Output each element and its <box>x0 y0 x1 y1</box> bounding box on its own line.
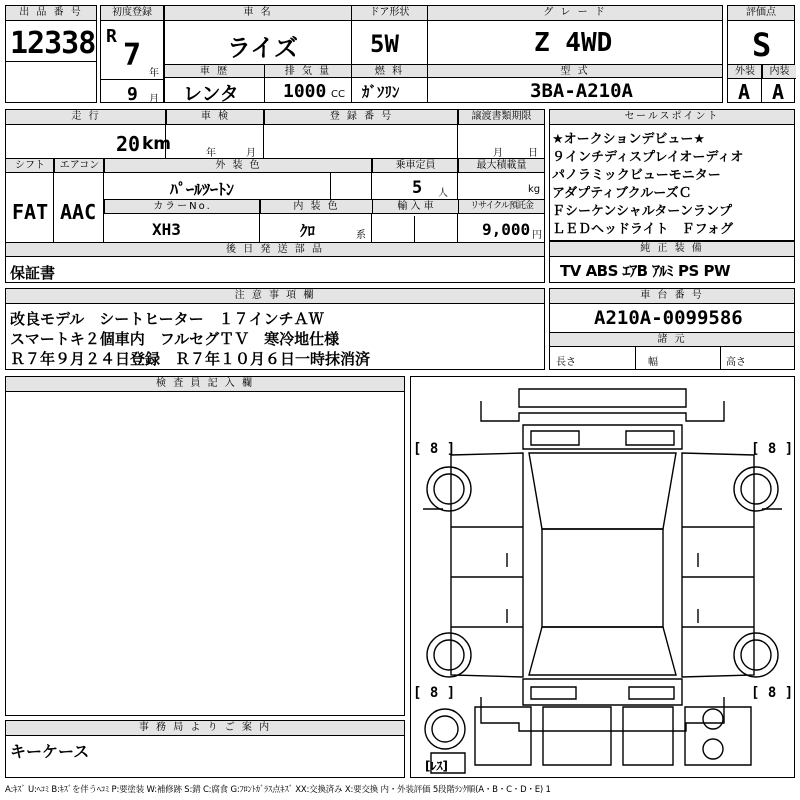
dimensions-label: 諸 元 <box>550 333 794 347</box>
note-line: スマートキ２個車内 フルセグＴＶ 寒冷地仕様 <box>10 330 340 348</box>
aircon: AAC <box>60 200 97 224</box>
vehicle-details-block <box>5 109 545 283</box>
note-line: Ｒ７年９月２４日登録 Ｒ７年１０月６日一時抹消済 <box>10 350 371 368</box>
sales-point-line: パノラミックビューモニター <box>552 168 721 183</box>
shift-label: シフト <box>6 159 54 173</box>
grade: Z 4WD <box>534 28 613 58</box>
note-line: 改良モデル シートヒーター １７インチＡＷ <box>10 310 324 328</box>
car-outline-diagram <box>411 377 794 777</box>
score-label: 評価点 <box>728 6 794 21</box>
interior-color-unit: 系 <box>356 230 366 241</box>
year-unit: 年 <box>149 68 159 79</box>
car-name-cell <box>164 5 352 65</box>
month-unit: 月 <box>149 94 159 105</box>
interior-color-label: 内 装 色 <box>260 200 372 214</box>
first-registration-cell <box>100 5 164 103</box>
transfer-day-unit: 日 <box>528 148 538 159</box>
era: R <box>106 26 117 47</box>
fuel-cell <box>351 64 428 103</box>
interior-color: ｸﾛ <box>300 222 316 240</box>
score-cell <box>727 5 795 103</box>
load-label: 最大積載量 <box>458 159 544 173</box>
history-cell <box>164 64 265 103</box>
transfer-month-unit: 月 <box>493 148 503 159</box>
chassis-number: A210A-0099586 <box>594 307 743 329</box>
transfer-deadline-label: 譲渡書類期限 <box>458 110 544 125</box>
first-registration-label: 初度登録 <box>101 6 163 21</box>
notes-label: 注 意 事 項 欄 <box>6 289 544 304</box>
import-label: 輸 入 車 <box>372 200 458 214</box>
inspection-month-unit: 月 <box>246 148 256 159</box>
later-parts: 保証書 <box>10 264 56 282</box>
seats-label: 乗車定員 <box>372 159 458 173</box>
registration-number-label: 登 録 番 号 <box>264 110 458 125</box>
history: レンタ <box>183 83 239 105</box>
tire-rear-right: [ 8 ] <box>751 685 794 701</box>
model-code: 3BA-A210A <box>530 80 633 102</box>
inspection-label: 車 検 <box>166 110 264 125</box>
equipment-block <box>549 241 795 283</box>
chassis-label: 車 台 番 号 <box>550 289 794 304</box>
recycle-unit: 円 <box>532 230 542 241</box>
exterior-color: ﾊﾟｰﾙﾂｰﾄﾝ <box>170 180 235 199</box>
lot-number-cell <box>5 5 97 103</box>
sales-points-label: セールスポイント <box>550 110 794 125</box>
car-name: ライズ <box>227 34 299 62</box>
mileage-label: 走 行 <box>6 110 166 125</box>
first-reg-year: 7 <box>123 38 142 73</box>
inspection-year-unit: 年 <box>206 148 216 159</box>
door-cell <box>351 5 428 65</box>
lot-number: 12338 <box>10 26 96 61</box>
sales-points-block <box>549 109 795 241</box>
recycle-label: リサイクル預託金 <box>458 200 544 214</box>
legend-footer: A:ｷｽﾞ U:ﾍｺﾐ B:ｷｽﾞを伴うﾍｺﾐ P:要塗装 W:補修跡 S:錆 C:腐食 G:ﾌﾛﾝﾄｶﾞﾗｽ点ｷｽﾞ XX:交換済み X:要交換 内・外装評価 5段階ﾗﾝｸ順(A・B・C・D・E) 1 <box>5 785 551 795</box>
grade-cell <box>427 5 723 65</box>
exterior-label: 外装 <box>728 65 762 79</box>
sales-point-line: ＬＥＤヘッドライト Ｆフォグ <box>552 222 733 237</box>
sales-point-line: Ｆシーケンシャルターンランプ <box>552 204 732 219</box>
office-block <box>5 720 405 778</box>
history-label: 車 歴 <box>165 65 264 78</box>
model-label: 型 式 <box>428 65 722 78</box>
score: S <box>752 26 772 64</box>
office-note: キーケース <box>10 742 90 761</box>
sales-point-line: アダプティブクルーズＣ <box>552 186 692 201</box>
car-name-label: 車 名 <box>165 6 351 21</box>
color-number: XH3 <box>152 220 181 239</box>
sales-point-line: ★オークションデビュー★ <box>552 132 706 147</box>
shift: FAT <box>12 200 49 224</box>
equipment-label: 純 正 装 備 <box>550 242 794 257</box>
chassis-block <box>549 288 795 370</box>
equipment: TV ABS ｴｱB ｱﾙﾐ PS PW <box>560 262 731 280</box>
recycle-fee: 9,000 <box>482 220 531 239</box>
office-label: 事 務 局 よ り ご 案 内 <box>6 721 404 736</box>
height-label: 高さ <box>726 357 746 368</box>
later-parts-label: 後 日 発 送 部 品 <box>6 243 544 257</box>
grade-label: グ レ ー ド <box>428 6 722 21</box>
displacement-unit: CC <box>331 89 345 100</box>
width-label: 幅 <box>648 357 658 368</box>
lot-number-label: 出 品 番 号 <box>6 6 96 21</box>
aircon-label: エアコン <box>54 159 104 173</box>
sales-point-line: ９インチディスプレイオーディオ <box>552 150 744 165</box>
door-type: 5W <box>370 30 399 58</box>
tire-rear-left: [ 8 ] <box>413 685 456 701</box>
color-number-label: カラーNo. <box>104 200 260 214</box>
load-unit: kg <box>528 184 541 195</box>
exterior-score: A <box>738 80 751 104</box>
notes-block <box>5 288 545 370</box>
displacement-label: 排 気 量 <box>265 65 351 78</box>
door-label: ドア形状 <box>352 6 427 21</box>
spare-tire: [ﾚｽ] <box>425 759 448 773</box>
inspector-label: 検 査 員 記 入 欄 <box>6 377 404 392</box>
fuel-label: 燃 料 <box>352 65 427 78</box>
damage-diagram <box>410 376 795 778</box>
displacement-cell <box>264 64 352 103</box>
tire-front-left: [ 8 ] <box>413 441 456 457</box>
displacement: 1000 <box>283 81 327 102</box>
seats: 5 <box>412 178 423 198</box>
length-label: 長さ <box>556 357 576 368</box>
mileage-unit: km <box>142 134 172 154</box>
fuel: ｶﾞｿﾘﾝ <box>362 83 400 101</box>
interior-label: 内装 <box>762 65 796 79</box>
seats-unit: 人 <box>438 188 448 199</box>
interior-score: A <box>772 80 785 104</box>
model-cell <box>427 64 723 103</box>
exterior-color-label: 外 装 色 <box>104 159 372 173</box>
inspector-block <box>5 376 405 716</box>
first-reg-month: 9 <box>127 84 138 105</box>
tire-front-right: [ 8 ] <box>751 441 794 457</box>
mileage: 20 <box>116 132 141 156</box>
